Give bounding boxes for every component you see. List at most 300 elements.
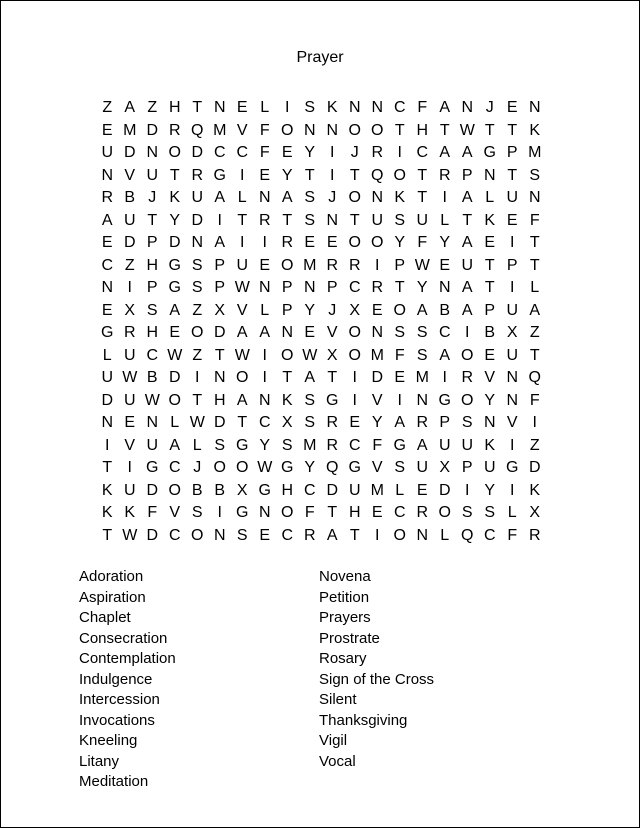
puzzle-title: Prayer: [296, 49, 344, 66]
grid-letter: A: [394, 414, 406, 432]
grid-letter: I: [397, 391, 402, 409]
grid-letter: Y: [439, 234, 451, 252]
grid-letter: N: [506, 391, 519, 409]
grid-letter: L: [260, 99, 270, 117]
grid-letter: D: [146, 526, 159, 544]
grid-letter: A: [326, 526, 338, 544]
grid-letter: U: [146, 436, 159, 454]
grid-letter: O: [236, 459, 249, 477]
grid-letter: J: [148, 189, 157, 207]
grid-letter: T: [529, 346, 540, 364]
grid-letter: I: [330, 166, 335, 184]
grid-letter: T: [169, 166, 180, 184]
grid-letter: D: [213, 324, 226, 342]
grid-letter: O: [213, 459, 226, 477]
word-list-item: Thanksgiving: [319, 711, 408, 729]
grid-letter: N: [101, 414, 114, 432]
grid-letter: W: [189, 414, 205, 432]
grid-letter: A: [281, 189, 293, 207]
grid-letter: N: [483, 166, 496, 184]
grid-letter: Z: [102, 99, 113, 117]
grid-letter: E: [484, 234, 496, 252]
grid-letter: A: [461, 279, 473, 297]
grid-letter: K: [169, 189, 181, 207]
grid-letter: R: [416, 414, 429, 432]
grid-letter: U: [506, 189, 519, 207]
grid-letter: E: [394, 369, 406, 387]
grid-letter: K: [484, 211, 496, 229]
grid-letter: A: [259, 324, 271, 342]
grid-letter: I: [217, 211, 222, 229]
grid-letter: D: [168, 369, 181, 387]
grid-letter: G: [506, 459, 519, 477]
grid-letter: Z: [192, 301, 203, 319]
grid-letter: L: [440, 526, 450, 544]
grid-letter: C: [213, 144, 226, 162]
word-list-item: Sign of the Cross: [319, 670, 435, 688]
grid-letter: H: [281, 481, 294, 499]
grid-letter: W: [302, 346, 318, 364]
grid-letter: D: [123, 144, 136, 162]
grid-letter: W: [257, 459, 273, 477]
grid-letter: O: [281, 256, 294, 274]
grid-letter: J: [485, 99, 494, 117]
grid-letter: N: [213, 526, 226, 544]
grid-letter: R: [528, 526, 541, 544]
grid-letter: J: [328, 189, 337, 207]
grid-letter: C: [393, 504, 406, 522]
grid-letter: N: [483, 414, 496, 432]
grid-letter: A: [461, 234, 473, 252]
grid-letter: H: [348, 504, 361, 522]
grid-letter: U: [348, 481, 361, 499]
grid-letter: V: [506, 414, 518, 432]
grid-letter: G: [326, 391, 339, 409]
grid-letter: L: [485, 189, 495, 207]
grid-letter: U: [461, 436, 474, 454]
grid-letter: Z: [124, 256, 135, 274]
grid-letter: E: [439, 256, 451, 274]
grid-letter: T: [462, 211, 473, 229]
grid-letter: M: [370, 481, 384, 499]
grid-letter: M: [528, 144, 542, 162]
grid-letter: V: [326, 324, 338, 342]
grid-letter: X: [326, 346, 338, 364]
grid-letter: S: [304, 211, 316, 229]
grid-row: [96, 255, 551, 278]
word-list-item: Rosary: [319, 650, 367, 667]
grid-letter: K: [326, 99, 338, 117]
grid-letter: U: [146, 166, 159, 184]
grid-letter: F: [259, 144, 270, 162]
grid-letter: M: [370, 346, 384, 364]
grid-letter: N: [303, 279, 316, 297]
grid-letter: L: [192, 436, 202, 454]
grid-letter: T: [327, 369, 338, 387]
grid-letter: O: [393, 526, 406, 544]
grid-letter: A: [304, 369, 316, 387]
grid-letter: V: [484, 369, 496, 387]
grid-letter: I: [285, 99, 290, 117]
grid-letter: Y: [304, 459, 316, 477]
grid-letter: R: [438, 166, 451, 184]
grid-letter: Y: [484, 481, 496, 499]
grid-letter: B: [214, 481, 226, 499]
grid-letter: U: [236, 256, 249, 274]
grid-letter: C: [483, 526, 496, 544]
grid-letter: R: [461, 369, 474, 387]
grid-letter: A: [124, 99, 136, 117]
grid-letter: C: [303, 481, 316, 499]
grid-letter: U: [506, 301, 519, 319]
grid-letter: U: [416, 211, 429, 229]
grid-letter: I: [532, 414, 537, 432]
grid-letter: G: [146, 459, 159, 477]
grid-letter: R: [101, 189, 114, 207]
grid-letter: G: [281, 459, 294, 477]
grid-letter: L: [440, 211, 450, 229]
letter-grid: [96, 97, 551, 547]
grid-letter: A: [416, 436, 428, 454]
grid-letter: G: [483, 144, 496, 162]
grid-letter: U: [506, 346, 519, 364]
grid-row: [96, 412, 551, 435]
grid-letter: X: [236, 481, 248, 499]
grid-row: [96, 457, 551, 480]
grid-letter: Y: [371, 414, 383, 432]
grid-letter: N: [101, 166, 114, 184]
grid-letter: M: [303, 436, 317, 454]
grid-letter: K: [281, 391, 293, 409]
grid-letter: E: [259, 166, 271, 184]
grid-letter: T: [394, 279, 405, 297]
word-list-item: Novena: [319, 568, 371, 585]
word-list-item: Petition: [319, 588, 370, 606]
grid-letter: I: [352, 369, 357, 387]
grid-letter: T: [304, 166, 315, 184]
grid-letter: D: [168, 234, 181, 252]
grid-letter: I: [262, 234, 267, 252]
grid-letter: I: [510, 234, 515, 252]
grid-letter: X: [124, 301, 136, 319]
grid-letter: H: [213, 391, 226, 409]
grid-letter: I: [375, 256, 380, 274]
grid-row: [96, 345, 551, 368]
word-list-item: Aspiration: [79, 588, 146, 606]
grid-letter: K: [529, 121, 541, 139]
grid-letter: S: [146, 301, 158, 319]
grid-letter: W: [234, 346, 250, 364]
grid-letter: P: [146, 234, 158, 252]
grid-letter: N: [146, 144, 159, 162]
grid-letter: K: [124, 504, 136, 522]
grid-letter: S: [461, 504, 473, 522]
grid-letter: U: [101, 144, 114, 162]
grid-letter: U: [416, 459, 429, 477]
grid-letter: P: [326, 279, 338, 297]
word-list-right-column: [319, 567, 559, 793]
grid-letter: R: [326, 436, 339, 454]
grid-row: [96, 502, 551, 525]
grid-letter: R: [348, 256, 361, 274]
grid-letter: T: [484, 256, 495, 274]
grid-letter: T: [282, 369, 293, 387]
grid-letter: O: [348, 324, 361, 342]
grid-letter: P: [484, 301, 496, 319]
grid-row: [96, 277, 551, 300]
grid-letter: I: [262, 369, 267, 387]
grid-letter: H: [146, 256, 159, 274]
grid-letter: A: [236, 324, 248, 342]
grid-letter: D: [326, 481, 339, 499]
grid-letter: O: [348, 121, 361, 139]
grid-row: [96, 435, 551, 458]
grid-letter: W: [122, 526, 138, 544]
grid-letter: L: [260, 301, 270, 319]
word-list-item: Silent: [319, 691, 357, 708]
grid-letter: A: [461, 301, 473, 319]
grid-letter: G: [258, 481, 271, 499]
grid-letter: A: [416, 301, 428, 319]
grid-letter: I: [442, 369, 447, 387]
grid-letter: I: [397, 144, 402, 162]
grid-letter: C: [393, 99, 406, 117]
word-list-item: Prostrate: [319, 629, 380, 647]
grid-letter: S: [191, 256, 203, 274]
grid-letter: T: [484, 121, 495, 139]
grid-letter: U: [123, 211, 136, 229]
word-list-item: Chaplet: [79, 609, 131, 626]
grid-letter: U: [371, 211, 384, 229]
grid-letter: I: [330, 144, 335, 162]
grid-letter: F: [147, 504, 158, 522]
grid-letter: T: [417, 189, 428, 207]
grid-letter: P: [506, 256, 518, 274]
word-list-item: Litany: [79, 752, 120, 770]
grid-letter: Y: [169, 211, 181, 229]
grid-letter: F: [304, 504, 315, 522]
grid-letter: S: [236, 526, 248, 544]
grid-letter: I: [510, 279, 515, 297]
grid-letter: V: [236, 301, 248, 319]
grid-letter: N: [416, 526, 429, 544]
grid-letter: E: [304, 234, 316, 252]
grid-letter: R: [258, 211, 271, 229]
grid-letter: D: [438, 481, 451, 499]
grid-letter: D: [146, 481, 159, 499]
grid-letter: C: [348, 279, 361, 297]
grid-letter: W: [234, 279, 250, 297]
grid-letter: Y: [281, 166, 293, 184]
word-list-item: Contemplation: [79, 650, 176, 667]
grid-letter: E: [101, 234, 113, 252]
grid-letter: V: [236, 121, 248, 139]
grid-letter: P: [146, 279, 158, 297]
grid-letter: O: [281, 504, 294, 522]
grid-letter: E: [326, 234, 338, 252]
word-list-item: Prayers: [319, 609, 371, 626]
grid-letter: N: [258, 391, 271, 409]
grid-letter: D: [191, 144, 204, 162]
grid-letter: A: [461, 144, 473, 162]
grid-letter: O: [461, 346, 474, 364]
grid-letter: S: [304, 99, 316, 117]
grid-letter: Y: [416, 279, 428, 297]
grid-letter: B: [191, 481, 203, 499]
grid-letter: O: [281, 346, 294, 364]
word-list-item: Adoration: [79, 568, 144, 585]
grid-letter: H: [168, 99, 181, 117]
grid-letter: N: [326, 211, 339, 229]
grid-letter: E: [259, 256, 271, 274]
grid-letter: S: [304, 189, 316, 207]
grid-letter: P: [394, 256, 406, 274]
grid-row: [96, 187, 551, 210]
grid-letter: O: [236, 369, 249, 387]
grid-letter: A: [214, 234, 226, 252]
grid-letter: P: [439, 414, 451, 432]
grid-letter: O: [348, 346, 361, 364]
grid-letter: S: [416, 346, 428, 364]
grid-letter: N: [258, 279, 271, 297]
grid-letter: T: [349, 211, 360, 229]
grid-letter: I: [352, 391, 357, 409]
grid-letter: T: [349, 166, 360, 184]
word-list-item: Invocations: [79, 711, 155, 729]
grid-letter: T: [417, 166, 428, 184]
grid-letter: I: [195, 369, 200, 387]
grid-letter: X: [281, 414, 293, 432]
grid-letter: A: [169, 436, 181, 454]
grid-letter: S: [281, 436, 293, 454]
grid-letter: N: [146, 414, 159, 432]
grid-letter: R: [303, 526, 316, 544]
grid-letter: O: [191, 324, 204, 342]
grid-letter: G: [168, 279, 181, 297]
grid-letter: B: [146, 369, 158, 387]
grid-letter: R: [281, 234, 294, 252]
grid-letter: W: [122, 369, 138, 387]
grid-letter: V: [124, 166, 136, 184]
grid-letter: T: [192, 99, 203, 117]
grid-letter: P: [461, 459, 473, 477]
grid-letter: U: [461, 256, 474, 274]
grid-letter: Z: [529, 436, 540, 454]
grid-letter: E: [506, 99, 518, 117]
grid-letter: A: [461, 189, 473, 207]
grid-letter: N: [528, 189, 541, 207]
grid-letter: D: [123, 234, 136, 252]
grid-row: [96, 120, 551, 143]
grid-letter: I: [510, 436, 515, 454]
grid-letter: M: [213, 121, 227, 139]
grid-letter: Q: [326, 459, 339, 477]
grid-letter: R: [168, 121, 181, 139]
grid-letter: C: [348, 436, 361, 454]
grid-letter: Z: [192, 346, 203, 364]
grid-letter: U: [123, 391, 136, 409]
grid-letter: J: [350, 144, 359, 162]
grid-letter: P: [461, 166, 473, 184]
grid-letter: B: [124, 189, 136, 207]
grid-letter: U: [438, 436, 451, 454]
grid-letter: I: [127, 459, 132, 477]
grid-letter: V: [371, 459, 383, 477]
grid-letter: G: [438, 391, 451, 409]
word-list-item: Indulgence: [79, 670, 153, 688]
grid-letter: F: [529, 211, 540, 229]
grid-letter: J: [328, 301, 337, 319]
grid-letter: H: [416, 121, 429, 139]
word-list-item: Vocal: [319, 752, 356, 770]
grid-letter: J: [193, 459, 202, 477]
word-list-item: Kneeling: [79, 732, 138, 749]
grid-letter: T: [282, 211, 293, 229]
grid-letter: N: [213, 369, 226, 387]
grid-letter: A: [169, 301, 181, 319]
grid-letter: T: [484, 279, 495, 297]
grid-letter: N: [101, 279, 114, 297]
grid-letter: I: [240, 166, 245, 184]
grid-letter: S: [214, 436, 226, 454]
grid-letter: A: [101, 211, 113, 229]
grid-letter: T: [237, 414, 248, 432]
grid-letter: P: [506, 144, 518, 162]
grid-letter: E: [236, 99, 248, 117]
grid-letter: Y: [304, 144, 316, 162]
grid-letter: U: [123, 481, 136, 499]
grid-letter: W: [459, 121, 475, 139]
grid-letter: Y: [484, 391, 496, 409]
grid-letter: Y: [394, 234, 406, 252]
grid-letter: Q: [528, 369, 541, 387]
grid-row: [96, 525, 551, 548]
grid-letter: E: [506, 211, 518, 229]
grid-letter: D: [146, 121, 159, 139]
grid-letter: U: [191, 189, 204, 207]
grid-row: [96, 97, 551, 120]
grid-letter: N: [191, 234, 204, 252]
grid-letter: G: [236, 504, 249, 522]
grid-letter: U: [483, 459, 496, 477]
grid-letter: V: [169, 504, 181, 522]
grid-letter: X: [439, 459, 451, 477]
grid-letter: F: [259, 121, 270, 139]
grid-letter: N: [371, 189, 384, 207]
grid-letter: O: [461, 391, 474, 409]
grid-letter: O: [168, 144, 181, 162]
grid-letter: X: [529, 504, 541, 522]
grid-letter: N: [438, 279, 451, 297]
grid-letter: G: [348, 459, 361, 477]
grid-letter: M: [415, 369, 429, 387]
grid-letter: S: [304, 391, 316, 409]
grid-letter: O: [348, 234, 361, 252]
grid-letter: S: [484, 504, 496, 522]
grid-letter: R: [123, 324, 136, 342]
grid-letter: K: [101, 481, 113, 499]
grid-letter: X: [506, 324, 518, 342]
grid-letter: I: [375, 526, 380, 544]
grid-letter: R: [371, 144, 384, 162]
grid-letter: C: [281, 526, 294, 544]
grid-letter: N: [416, 391, 429, 409]
grid-letter: N: [461, 99, 474, 117]
grid-letter: T: [327, 504, 338, 522]
grid-letter: S: [394, 211, 406, 229]
grid-letter: E: [259, 526, 271, 544]
word-list-item: Consecration: [79, 629, 168, 647]
